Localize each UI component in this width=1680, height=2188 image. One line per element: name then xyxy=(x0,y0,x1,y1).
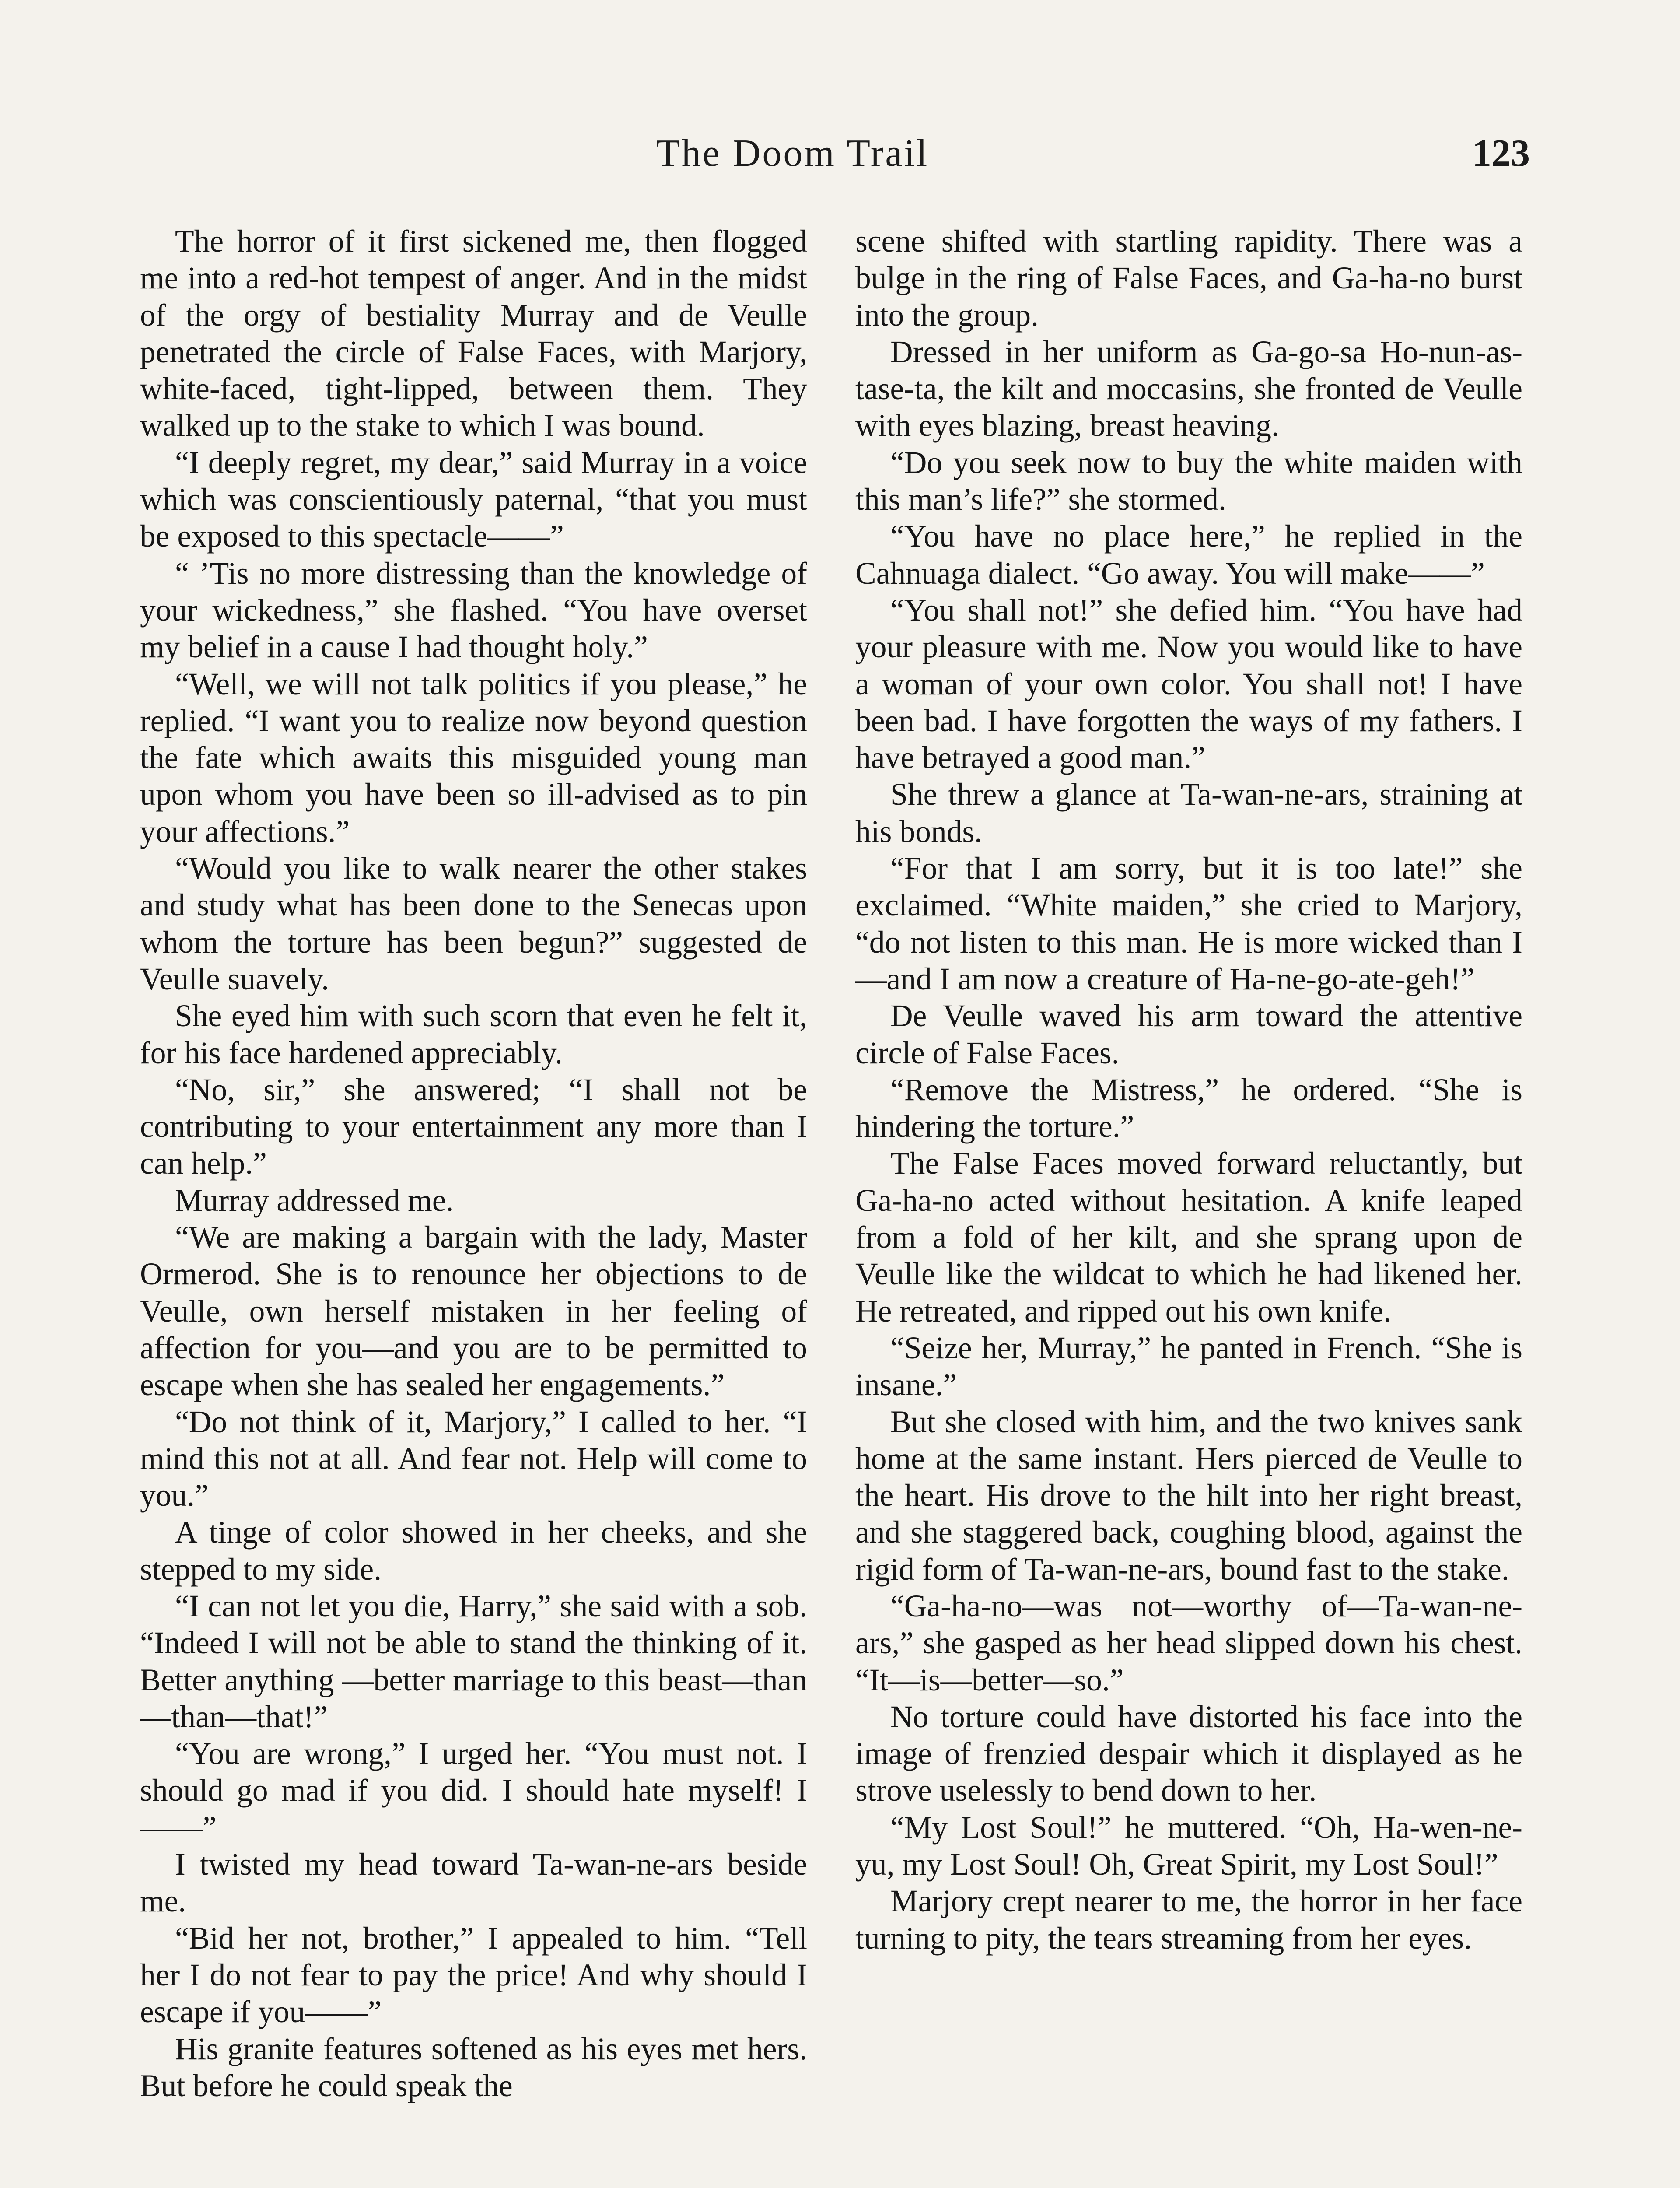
paragraph: “Bid her not, brother,” I appealed to him. “Tell her I do not fear to pay the price! And why should I escape if you——” xyxy=(140,1921,807,2030)
right-column xyxy=(855,223,1522,1957)
paragraph: “My Lost Soul!” he muttered. “Oh, Ha-wen-ne-yu, my Lost Soul! Oh, Great Spirit, my Lost Soul!” xyxy=(855,1810,1522,1882)
paragraph: Murray addressed me. xyxy=(175,1183,454,1218)
paragraph: His granite features softened as his eyes met hers. But before he could speak the xyxy=(140,2031,807,2103)
paragraph: Dressed in her uniform as Ga-go-sa Ho-nun-as-tase-ta, the kilt and moccasins, she fronted de Veulle with eyes blazing, breast heaving. xyxy=(855,334,1522,443)
paragraph: “I can not let you die, Harry,” she said with a sob. “Indeed I will not be able to stand the thinking of it. Better anything —better marriage to this beast—than—than—that!” xyxy=(140,1588,807,1734)
paragraph: “Well, we will not talk politics if you please,” he replied. “I want you to realize now beyond question the fate which awaits this misguided young man upon whom you have been so ill-advised as to pin your affections.” xyxy=(140,666,807,849)
paragraph: De Veulle waved his arm toward the attentive circle of False Faces. xyxy=(855,999,1522,1070)
paragraph: “We are making a bargain with the lady, Master Ormerod. She is to renounce her objections to de Veulle, own herself mistaken in her feeling of affection for you—and you are to be permitted to escape when she has sealed her engagements.” xyxy=(140,1220,807,1403)
left-column xyxy=(140,223,807,2104)
paragraph: She threw a glance at Ta-wan-ne-ars, straining at his bonds. xyxy=(855,777,1522,849)
paragraph: “You are wrong,” I urged her. “You must not. I should go mad if you did. I should hate myself! I——” xyxy=(140,1736,807,1845)
paragraph: “Do not think of it, Marjory,” I called to her. “I mind this not at all. And fear not. Help will come to you.” xyxy=(140,1404,807,1513)
paragraph: “Ga-ha-no—was not—worthy of—Ta-wan-ne-ars,” she gasped as her head slipped down his chest. “It—is—better—so.” xyxy=(855,1588,1522,1697)
paragraph: The False Faces moved forward reluctantly, but Ga-ha-no acted without hesitation. A knife leaped from a fold of her kilt, and she sprang upon de Veulle like the wildcat to which he had likened her. He retreated, and ripped out his own knife. xyxy=(855,1146,1522,1329)
paragraph: No torture could have distorted his face into the image of frenzied despair which it displayed as he strove uselessly to bend down to her. xyxy=(855,1699,1522,1808)
paragraph: “Remove the Mistress,” he ordered. “She is hindering the torture.” xyxy=(855,1072,1522,1144)
paragraph: “Would you like to walk nearer the other stakes and study what has been done to the Senecas upon whom the torture has been begun?” suggested de Veulle suavely. xyxy=(140,851,807,996)
paragraph: “You shall not!” she defied him. “You have had your pleasure with me. Now you would like to have a woman of your own color. You shall not! I have been bad. I have forgotten the ways of my fathers. I have betrayed a good man.” xyxy=(855,593,1522,775)
paragraph: I twisted my head toward Ta-wan-ne-ars beside me. xyxy=(140,1847,807,1919)
paragraph: “Do you seek now to buy the white maiden with this man’s life?” she stormed. xyxy=(855,445,1522,517)
paragraph: But she closed with him, and the two knives sank home at the same instant. Hers pierced de Veulle to the heart. His drove to the hilt into her right breast, and she staggered back, coughing blood, against the rigid form of Ta-wan-ne-ars, bound fast to the stake. xyxy=(855,1404,1522,1587)
paragraph: She eyed him with such scorn that even he felt it, for his face hardened appreciably. xyxy=(140,999,807,1070)
paragraph: “I deeply regret, my dear,” said Murray in a voice which was conscientiously paternal, “that you must be exposed to this spectacle——” xyxy=(140,445,807,554)
paragraph: The horror of it first sickened me, then flogged me into a red-hot tempest of anger. And in the midst of the orgy of bestiality Murray and de Veulle penetrated the circle of False Faces, with Marjory, white-faced, tight-lipped, between them. They walked up to the stake to which I was bound. xyxy=(140,224,807,443)
paragraph: “No, sir,” she answered; “I shall not be contributing to your entertainment any more than I can help.” xyxy=(140,1072,807,1181)
running-title: The Doom Trail xyxy=(656,132,929,175)
paragraph: “You have no place here,” he replied in the Cahnuaga dialect. “Go away. You will make——” xyxy=(855,519,1522,591)
paragraph: Marjory crept nearer to me, the horror in her face turning to pity, the tears streaming from her eyes. xyxy=(855,1884,1522,1956)
paragraph: A tinge of color showed in her cheeks, and she stepped to my side. xyxy=(140,1515,807,1587)
running-head xyxy=(0,127,1680,184)
page-number: 123 xyxy=(1472,132,1530,175)
paragraph-continued: scene shifted with startling rapidity. There was a bulge in the ring of False Faces, and Ga-ha-no burst into the group. xyxy=(855,224,1522,333)
paragraph: “ ’Tis no more distressing than the knowledge of your wickedness,” she flashed. “You have overset my belief in a cause I had thought holy.” xyxy=(140,556,807,665)
paragraph: “Seize her, Murray,” he panted in French. “She is insane.” xyxy=(855,1330,1522,1403)
paragraph: “For that I am sorry, but it is too late!” she exclaimed. “White maiden,” she cried to Marjory, “do not listen to this man. He is more wicked than I—and I am now a creature of Ha-ne-go-ate-geh!” xyxy=(855,851,1522,996)
